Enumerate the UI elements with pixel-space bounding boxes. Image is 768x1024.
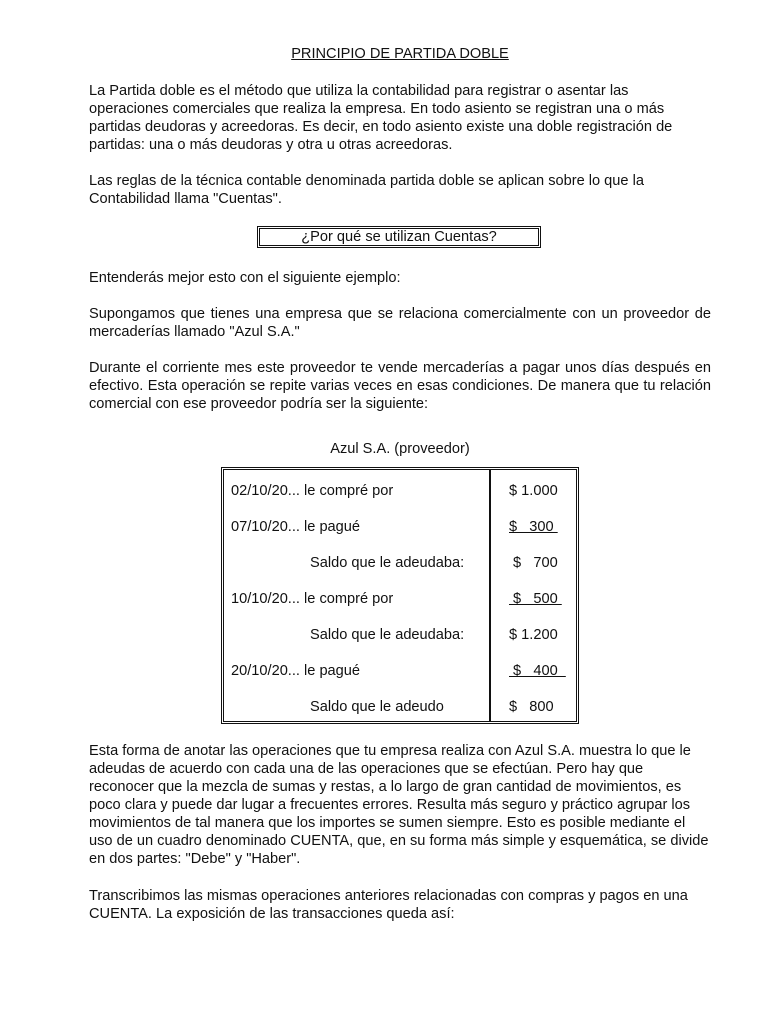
paragraph-example-intro: Entenderás mejor esto con el siguiente ejemplo:	[89, 270, 401, 286]
ledger-row-amount: $ 700	[509, 555, 558, 571]
ledger-row-amount: $ 1.000	[509, 483, 558, 499]
ledger-row-desc: 10/10/20... le compré por	[231, 591, 394, 607]
ledger-row	[224, 698, 576, 718]
question-box	[257, 226, 541, 248]
paragraph-intro: La Partida doble es el método que utiliza la contabilidad para registrar o asentar las operaciones comerciales que realiza la empresa. En todo asiento se registran una o más partidas deudoras y acreedoras. Es decir, en todo asiento existe una doble registración de partidas: una o más deudoras y otra u otras acreedoras.	[89, 83, 673, 153]
ledger-row	[224, 554, 576, 574]
ledger-table	[221, 467, 579, 724]
ledger-row	[224, 626, 576, 646]
paragraph-transcription: Transcribimos las mismas operaciones anteriores relacionadas con compras y pagos en una CUENTA. La exposición de las transacciones queda así:	[89, 888, 688, 922]
ledger-row	[224, 482, 576, 502]
ledger-row-amount: $ 300	[509, 519, 558, 535]
ledger-row-desc: Saldo que le adeudaba:	[310, 555, 465, 571]
ledger-row	[224, 518, 576, 538]
ledger-row-desc: Saldo que le adeudaba:	[310, 627, 465, 643]
ledger-row-desc: Saldo que le adeudo	[310, 699, 444, 715]
paragraph-cuenta-explanation: Esta forma de anotar las operaciones que tu empresa realiza con Azul S.A. muestra lo que le adeudas de acuerdo con cada una de las operaciones que se efectúan. Pero hay que reconocer que la mezcla de sumas y restas, a lo largo de gran cantidad de movimientos, es poco clara y puede dar lugar a frecuentes errores. Resulta más seguro y práctico agrupar los movimientos de tal manera que los importes se sumen siempre. Esto es posible mediante el uso de un cuadro denominado CUENTA, que, en su forma más simple y esquemática, se divide en dos partes: "Debe" y "Haber".	[89, 743, 709, 867]
ledger-row-amount: $ 800	[509, 699, 554, 715]
document-title: PRINCIPIO DE PARTIDA DOBLE	[291, 46, 509, 62]
ledger-row-amount: $ 400	[509, 663, 566, 679]
question-text: ¿Por qué se utilizan Cuentas?	[259, 228, 539, 246]
ledger-row	[224, 590, 576, 610]
ledger-row	[224, 662, 576, 682]
ledger-row-amount: $ 1.200	[509, 627, 558, 643]
paragraph-rules: Las reglas de la técnica contable denominada partida doble se aplican sobre lo que la Contabilidad llama "Cuentas".	[89, 173, 644, 207]
ledger-row-amount: $ 500	[509, 591, 562, 607]
paragraph-supplier: Supongamos que tienes una empresa que se relaciona comercialmente con un proveedor de mercaderías llamado "Azul S.A."	[89, 306, 711, 340]
ledger-row-desc: 02/10/20... le compré por	[231, 483, 394, 499]
account-title: Azul S.A. (proveedor)	[330, 441, 470, 457]
ledger-row-desc: 20/10/20... le pagué	[231, 663, 361, 679]
paragraph-relation: Durante el corriente mes este proveedor te vende mercaderías a pagar unos días después en efectivo. Esta operación se repite varias veces en esas condiciones. De manera que tu relación comercial con ese proveedor podría ser la siguiente:	[89, 360, 711, 412]
ledger-row-desc: 07/10/20... le pagué	[231, 519, 361, 535]
